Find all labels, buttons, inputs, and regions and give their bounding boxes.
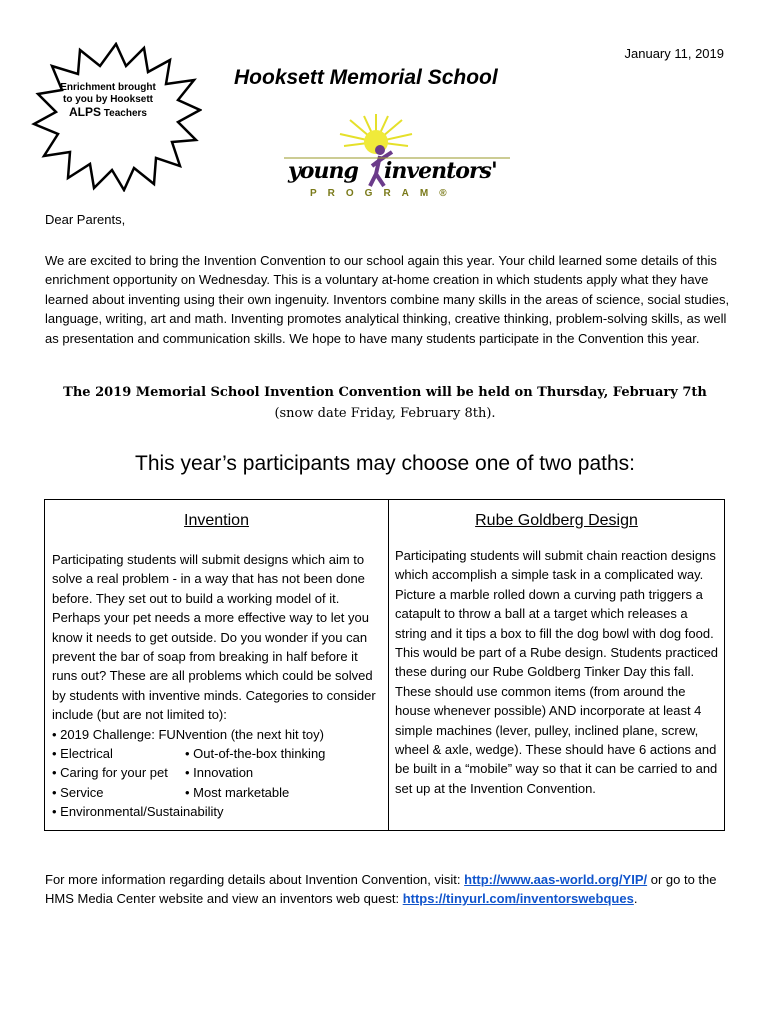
webquest-link[interactable]: https://tinyurl.com/inventorswebques (402, 891, 634, 907)
badge-text: Enrichment brought to you by Hooksett ALPS Teachers (60, 82, 156, 119)
invention-title: Invention (184, 512, 249, 529)
paths-heading: This year’s participants may choose one of two paths: (135, 452, 635, 475)
yip-link[interactable]: http://www.aas-world.org/YIP/ (464, 872, 648, 887)
logo-young: young (288, 158, 358, 184)
invention-text: Participating students will submit designs which aim to solve a real problem - in a way that has not been done before. They set out to build a working model of it. Perhaps your pet needs a more effective way to let you know it needs to get outside. Do you wonder if you can prevent the bar of soap from breaking in half before it runs out? These are all problems which could be solved by students with inventive minds. Categories to consider include (but are not limited to): (52, 552, 376, 723)
logo-program: PROGRAM® (310, 188, 458, 199)
column-divider (388, 500, 389, 830)
invention-description (52, 550, 382, 822)
enrichment-badge (28, 42, 202, 192)
list-item: • Caring for your pet • Innovation (52, 765, 254, 781)
intro-paragraph: We are excited to bring the Invention Convention to our school again this year. Your child learned some details of this enrichment opportunity on Wednesday. This is a voluntary at-home creation in which students apply what they have learned about inventing using their own ingenuity. Inventors combine many skills in the areas of science, social studies, language, writing, art and math. Inventing promotes analytical thinking, creative thinking, problem-solving skills, as well as presentation and communication skills. We hope to have many students participate in the Convention this year. (45, 253, 730, 346)
letter-date: January 11, 2019 (624, 46, 724, 61)
school-title: Hooksett Memorial School (234, 66, 498, 89)
salutation: Dear Parents, (45, 212, 126, 227)
list-item: • 2019 Challenge: FUNvention (the next hit toy) (52, 726, 324, 742)
rube-goldberg-title: Rube Goldberg Design (475, 512, 638, 529)
snow-date: (snow date Friday, February 8th). (274, 406, 496, 421)
rube-goldberg-description: Participating students will submit chain reaction designs which accomplish a simple task in a complicated way. Picture a marble rolled down a curving path triggers a catapult to throw a ball at a target which releases a string and it tips a box to fill the dog bowl with dog food. This would be part of a Rube design. Students practiced these during our Rube Goldberg Tinker Day this fall. These should use common items (from around the house whenever possible) AND incorporate at least 4 simple machines (lever, pulley, inclined plane, screw, wheel & axle, wedge). These should have 6 actions and be built in a “mobile” way so that it can be carried to and set up at the Invention Convention. (395, 548, 719, 796)
logo-inventors: inventors' (384, 158, 497, 184)
list-item: • Environmental/Sustainability (52, 804, 224, 820)
footer-info: For more information regarding details about Invention Convention, visit: http://www.aas-world.org/YIP/ or go to the HMS Media Center website and view an inventors web quest: https://tinyurl.com/inventorswebques. (45, 872, 717, 907)
convention-announcement: The 2019 Memorial School Invention Convention will be held on Thursday, February 7th (63, 385, 707, 400)
paths-table (44, 499, 725, 831)
list-item: • Electrical • Out-of-the-box thinking (52, 746, 326, 762)
list-item: • Service • Most marketable (52, 784, 290, 800)
young-inventors-logo (280, 112, 520, 208)
